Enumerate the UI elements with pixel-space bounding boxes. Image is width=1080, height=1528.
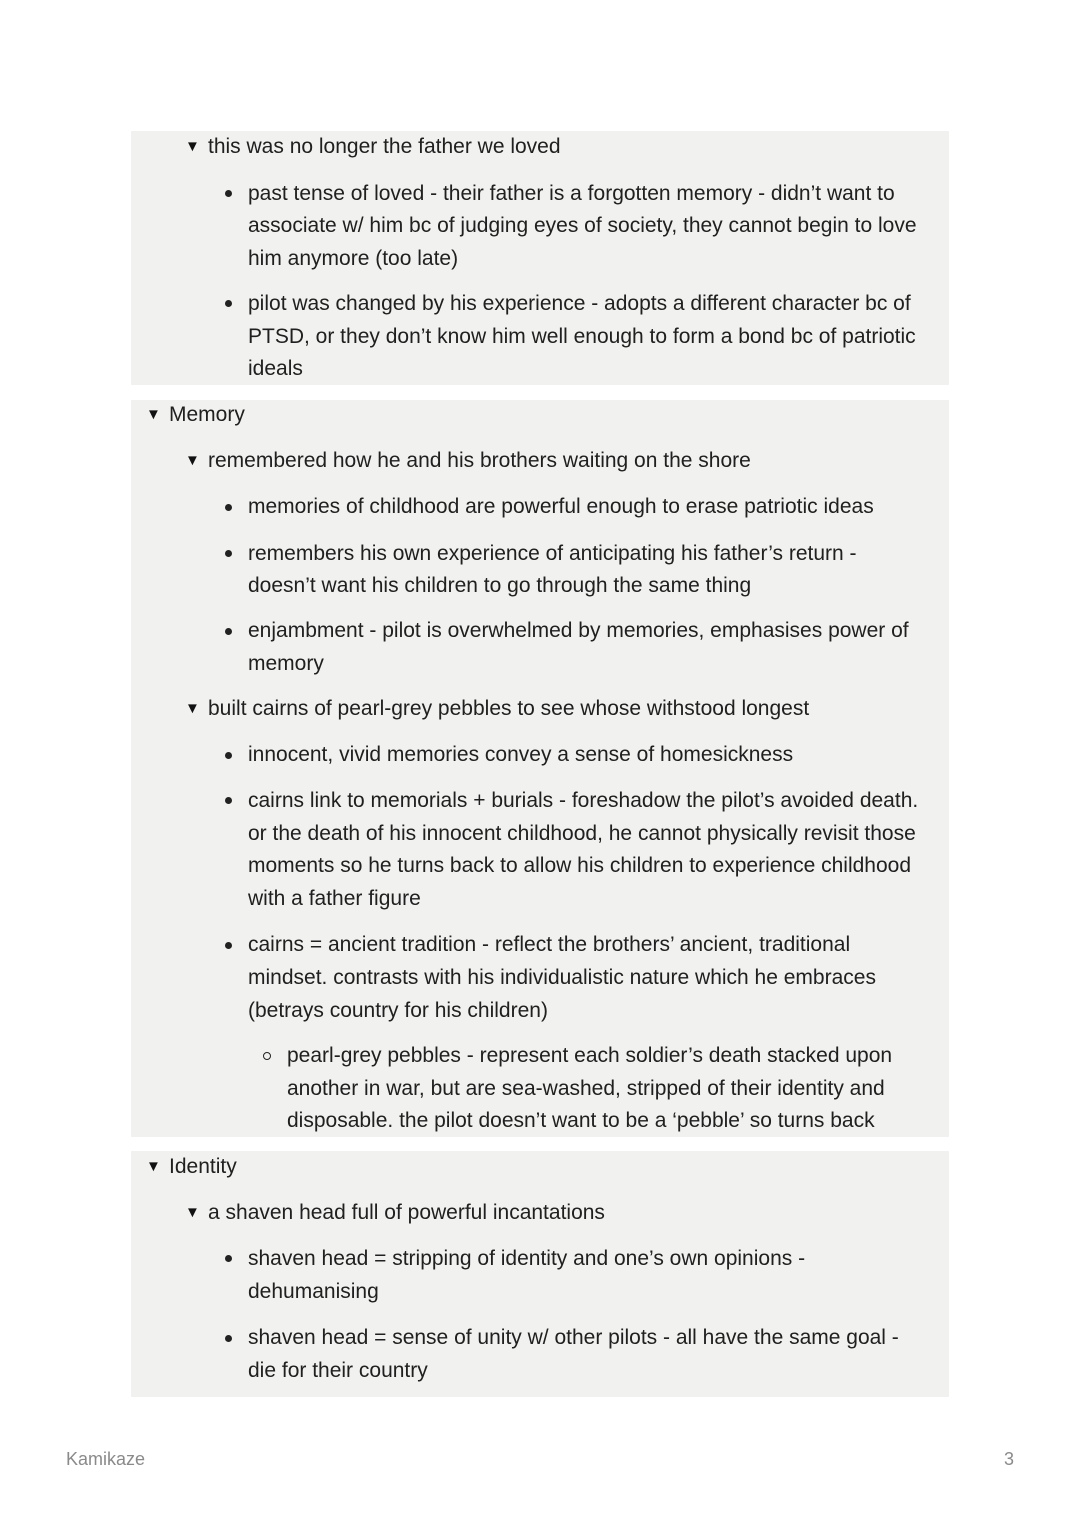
section-title-memory: Memory xyxy=(169,403,245,426)
list-item-line: die for their country xyxy=(248,1359,428,1382)
list-item-line: memory xyxy=(248,652,324,675)
list-item-line: moments so he turns back to allow his children to experience childhood xyxy=(248,854,912,877)
list-item-line: with a father figure xyxy=(248,887,421,910)
bullet-icon xyxy=(225,942,232,949)
list-item-line: him anymore (too late) xyxy=(248,247,459,270)
bullet-icon xyxy=(225,628,232,635)
toggle-triangle-icon[interactable]: ▼ xyxy=(185,1204,200,1221)
page-number: 3 xyxy=(1004,1449,1015,1469)
list-item-line: doesn’t want his children to go through the same thing xyxy=(248,574,752,597)
section-title-identity: Identity xyxy=(169,1155,237,1178)
list-item-line: innocent, vivid memories convey a sense of homesickness xyxy=(248,743,794,766)
hollow-bullet-icon xyxy=(263,1052,271,1060)
toggle-triangle-icon[interactable]: ▼ xyxy=(185,452,200,469)
list-item-line: mindset. contrasts with his individualistic nature which he embraces xyxy=(248,966,876,989)
list-item-line: cairns = ancient tradition - reflect the brothers’ ancient, traditional xyxy=(248,933,851,956)
toggle-triangle-icon[interactable]: ▼ xyxy=(146,1158,161,1175)
toggle-heading: remembered how he and his brothers waiting on the shore xyxy=(208,449,751,472)
list-item-line: dehumanising xyxy=(248,1280,379,1303)
list-item-line: pearl-grey pebbles - represent each soldier’s death stacked upon xyxy=(287,1044,893,1067)
list-item-line: shaven head = stripping of identity and one’s own opinions - xyxy=(248,1247,806,1270)
list-item-line: associate w/ him bc of judging eyes of society, they cannot begin to love xyxy=(248,214,917,237)
toggle-triangle-icon[interactable]: ▼ xyxy=(146,406,161,423)
bullet-icon xyxy=(225,190,232,197)
list-item-line: disposable. the pilot doesn’t want to be a ‘pebble’ so turns back xyxy=(287,1109,875,1132)
list-item-line: past tense of loved - their father is a forgotten memory - didn’t want to xyxy=(248,182,895,205)
toggle-triangle-icon[interactable]: ▼ xyxy=(185,700,200,717)
list-item-line: another in war, but are sea-washed, stripped of their identity and xyxy=(287,1077,885,1100)
bullet-icon xyxy=(225,550,232,557)
list-item-line: or the death of his innocent childhood, he cannot physically revisit those xyxy=(248,822,916,845)
list-item-line: PTSD, or they don’t know him well enough to form a bond bc of patriotic xyxy=(248,325,916,348)
list-item-line: shaven head = sense of unity w/ other pilots - all have the same goal - xyxy=(248,1326,899,1349)
bullet-icon xyxy=(225,300,232,307)
list-item-line: cairns link to memorials + burials - foreshadow the pilot’s avoided death. xyxy=(248,789,919,812)
bullet-icon xyxy=(225,504,232,511)
list-item-line: pilot was changed by his experience - adopts a different character bc of xyxy=(248,292,911,315)
bullet-icon xyxy=(225,752,232,759)
toggle-heading: a shaven head full of powerful incantations xyxy=(208,1201,605,1224)
list-item-line: ideals xyxy=(248,357,303,380)
list-item-line: enjambment - pilot is overwhelmed by memories, emphasises power of xyxy=(248,619,909,642)
list-item-line: remembers his own experience of anticipating his father’s return - xyxy=(248,542,857,565)
bullet-icon xyxy=(225,797,232,804)
list-item-line: memories of childhood are powerful enough to erase patriotic ideas xyxy=(248,495,874,518)
bullet-icon xyxy=(225,1335,232,1342)
toggle-triangle-icon[interactable]: ▼ xyxy=(185,138,200,155)
toggle-heading: this was no longer the father we loved xyxy=(208,135,561,158)
bullet-icon xyxy=(225,1255,232,1262)
footer-title: Kamikaze xyxy=(66,1449,146,1469)
list-item-line: (betrays country for his children) xyxy=(248,999,548,1022)
toggle-heading: built cairns of pearl-grey pebbles to see whose withstood longest xyxy=(208,697,810,720)
